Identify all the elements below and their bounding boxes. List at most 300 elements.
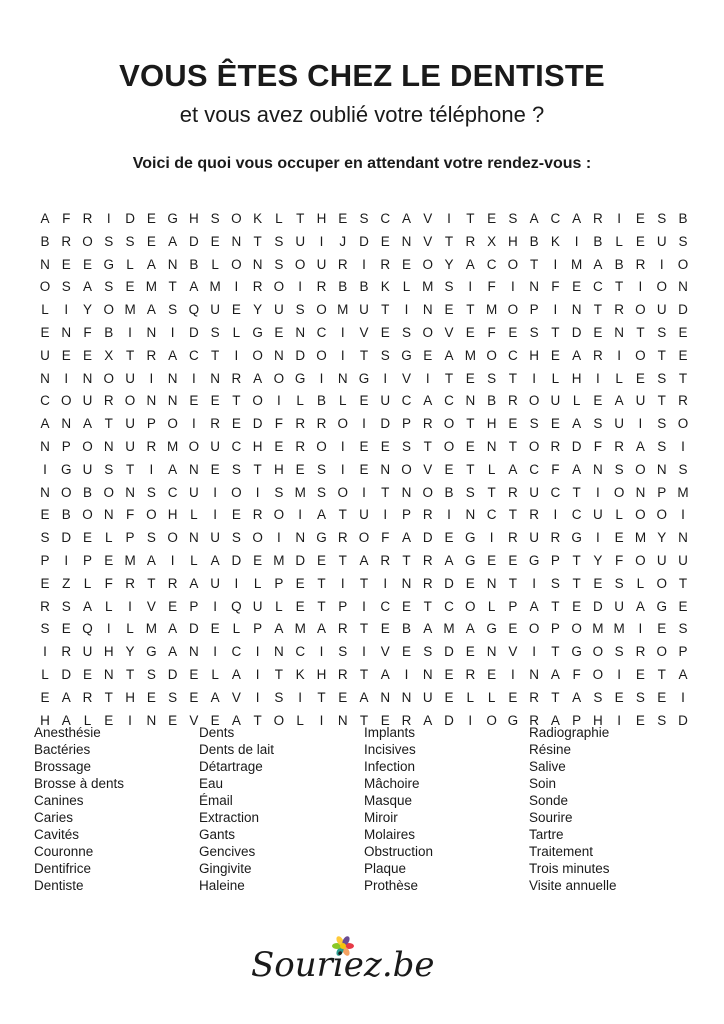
grid-letter: O bbox=[337, 484, 348, 500]
grid-letter: E bbox=[465, 438, 475, 454]
grid-letter: A bbox=[402, 530, 412, 546]
grid-letter: U bbox=[82, 393, 93, 409]
grid-letter: H bbox=[125, 689, 135, 705]
grid-letter: I bbox=[468, 712, 473, 728]
grid-letter: E bbox=[168, 598, 178, 614]
grid-letter: I bbox=[362, 644, 366, 660]
grid-letter: R bbox=[146, 438, 157, 454]
grid-letter: E bbox=[657, 621, 667, 637]
grid-letter: S bbox=[657, 324, 667, 340]
grid-letter: G bbox=[465, 530, 476, 546]
grid-letter: I bbox=[298, 689, 303, 705]
word-item: Détartrage bbox=[199, 759, 263, 774]
grid-letter: R bbox=[678, 393, 688, 409]
grid-letter: E bbox=[678, 598, 688, 614]
grid-letter: D bbox=[295, 552, 306, 568]
grid-letter: R bbox=[252, 279, 263, 295]
grid-letter: A bbox=[168, 461, 178, 477]
grid-letter: S bbox=[678, 233, 688, 249]
grid-letter: T bbox=[359, 712, 369, 728]
grid-letter: V bbox=[146, 598, 156, 614]
grid-letter: E bbox=[678, 347, 688, 363]
grid-letter: N bbox=[103, 507, 114, 523]
grid-letter: E bbox=[338, 689, 348, 705]
grid-letter: H bbox=[316, 211, 327, 226]
grid-letter: T bbox=[359, 666, 369, 682]
grid-letter: U bbox=[529, 530, 539, 546]
grid-letter: O bbox=[528, 438, 540, 454]
grid-letter: F bbox=[593, 438, 603, 454]
word-search-grid bbox=[39, 208, 689, 732]
grid-letter: M bbox=[443, 621, 455, 637]
grid-letter: T bbox=[508, 370, 517, 386]
grid-letter: U bbox=[656, 233, 667, 249]
grid-letter: O bbox=[401, 461, 412, 477]
grid-letter: N bbox=[593, 461, 603, 477]
word-item: Radiographie bbox=[529, 725, 610, 740]
grid-letter: A bbox=[61, 689, 71, 705]
grid-letter: U bbox=[252, 598, 263, 614]
grid-letter: E bbox=[210, 233, 220, 249]
grid-letter: I bbox=[213, 484, 217, 500]
grid-letter: K bbox=[253, 211, 263, 226]
grid-letter: T bbox=[593, 302, 603, 318]
grid-letter: K bbox=[550, 233, 560, 249]
grid-letter: G bbox=[61, 461, 72, 477]
grid-letter: S bbox=[61, 598, 71, 614]
grid-letter: R bbox=[295, 438, 306, 454]
grid-letter: N bbox=[678, 279, 688, 295]
grid-letter: E bbox=[380, 233, 390, 249]
grid-letter: O bbox=[316, 438, 327, 454]
grid-letter: N bbox=[465, 507, 476, 523]
grid-letter: U bbox=[656, 552, 667, 568]
grid-letter: T bbox=[551, 644, 560, 660]
grid-letter: L bbox=[232, 324, 241, 340]
grid-letter: O bbox=[528, 621, 540, 637]
word-column bbox=[34, 724, 199, 894]
grid-letter: S bbox=[295, 302, 305, 318]
grid-letter: I bbox=[574, 233, 579, 249]
grid-letter: R bbox=[465, 666, 476, 682]
grid-letter: I bbox=[319, 644, 324, 660]
grid-letter: M bbox=[209, 279, 221, 295]
grid-letter: U bbox=[316, 256, 327, 272]
word-item: Bactéries bbox=[34, 742, 91, 757]
grid-letter: O bbox=[635, 347, 646, 363]
grid-letter: C bbox=[507, 347, 518, 363]
grid-letter: I bbox=[404, 666, 409, 682]
grid-letter: N bbox=[401, 689, 412, 705]
grid-letter: H bbox=[316, 666, 327, 682]
grid-letter: S bbox=[657, 416, 667, 432]
grid-letter: E bbox=[83, 256, 93, 272]
grid-letter: H bbox=[529, 347, 539, 363]
grid-letter: E bbox=[83, 347, 93, 363]
grid-letter: L bbox=[190, 552, 198, 568]
grid-letter: E bbox=[146, 211, 156, 226]
grid-letter: E bbox=[572, 279, 582, 295]
grid-letter: B bbox=[359, 279, 369, 295]
grid-letter: M bbox=[166, 438, 179, 454]
grid-letter: S bbox=[316, 484, 326, 500]
grid-letter: S bbox=[678, 461, 688, 477]
grid-letter: D bbox=[188, 621, 199, 637]
grid-letter: A bbox=[40, 211, 50, 226]
grid-letter: L bbox=[105, 530, 113, 546]
grid-letter: T bbox=[423, 598, 432, 614]
grid-letter: E bbox=[614, 530, 624, 546]
grid-letter: E bbox=[40, 324, 50, 340]
grid-letter: I bbox=[681, 507, 685, 523]
grid-letter: N bbox=[571, 302, 582, 318]
grid-letter: S bbox=[316, 461, 326, 477]
grid-letter: T bbox=[381, 302, 390, 318]
grid-letter: N bbox=[146, 324, 157, 340]
grid-letter: I bbox=[319, 712, 324, 728]
grid-letter: D bbox=[678, 302, 688, 318]
grid-letter: P bbox=[529, 302, 539, 318]
grid-row bbox=[39, 504, 689, 527]
grid-letter: E bbox=[635, 712, 645, 728]
grid-letter: V bbox=[402, 370, 412, 386]
grid-letter: N bbox=[82, 370, 93, 386]
grid-letter: S bbox=[657, 211, 667, 226]
grid-letter: M bbox=[592, 621, 604, 637]
grid-letter: L bbox=[615, 507, 623, 523]
grid-letter: S bbox=[657, 712, 667, 728]
word-column bbox=[364, 724, 529, 894]
grid-letter: F bbox=[125, 507, 135, 523]
grid-letter: T bbox=[125, 461, 135, 477]
grid-letter: T bbox=[572, 552, 581, 568]
grid-letter: I bbox=[340, 324, 345, 340]
grid-letter: R bbox=[507, 484, 518, 500]
grid-letter: U bbox=[82, 644, 93, 660]
grid-letter: O bbox=[422, 324, 434, 340]
grid-letter: I bbox=[553, 507, 558, 523]
grid-letter: E bbox=[380, 621, 390, 637]
grid-letter: N bbox=[103, 438, 114, 454]
grid-letter: E bbox=[402, 644, 412, 660]
grid-letter: F bbox=[83, 324, 92, 340]
grid-letter: I bbox=[128, 712, 132, 728]
grid-letter: A bbox=[253, 370, 263, 386]
grid-letter: M bbox=[124, 552, 136, 568]
grid-letter: A bbox=[316, 507, 326, 523]
grid-letter: B bbox=[487, 393, 497, 409]
grid-letter: E bbox=[487, 211, 497, 226]
grid-letter: X bbox=[487, 233, 497, 249]
grid-letter: A bbox=[231, 712, 241, 728]
grid-letter: N bbox=[252, 256, 263, 272]
grid-letter: T bbox=[615, 279, 624, 295]
grid-letter: N bbox=[295, 530, 306, 546]
grid-letter: O bbox=[103, 302, 115, 318]
grid-letter: G bbox=[316, 530, 327, 546]
grid-letter: C bbox=[593, 279, 603, 295]
grid-letter: P bbox=[83, 552, 93, 568]
grid-letter: Y bbox=[657, 530, 667, 546]
grid-letter: B bbox=[189, 256, 199, 272]
grid-letter: D bbox=[231, 552, 242, 568]
grid-letter: N bbox=[337, 712, 348, 728]
grid-letter: R bbox=[465, 233, 476, 249]
grid-letter: S bbox=[359, 211, 369, 226]
grid-letter: C bbox=[231, 438, 242, 454]
grid-letter: I bbox=[362, 484, 366, 500]
grid-letter: T bbox=[657, 347, 666, 363]
grid-letter: A bbox=[83, 279, 93, 295]
grid-letter: T bbox=[444, 370, 454, 386]
grid-letter: G bbox=[571, 530, 582, 546]
word-item: Incisives bbox=[364, 742, 416, 757]
grid-letter: O bbox=[231, 256, 242, 272]
grid-letter: A bbox=[572, 689, 582, 705]
word-item: Trois minutes bbox=[529, 861, 610, 876]
word-item: Sonde bbox=[529, 793, 569, 808]
grid-letter: S bbox=[168, 302, 178, 318]
grid-letter: N bbox=[295, 324, 306, 340]
grid-letter: E bbox=[444, 689, 454, 705]
grid-letter: S bbox=[402, 438, 412, 454]
grid-letter: O bbox=[635, 461, 646, 477]
grid-letter: Y bbox=[125, 644, 135, 660]
grid-letter: D bbox=[295, 347, 306, 363]
word-item: Infection bbox=[364, 759, 416, 774]
grid-letter: B bbox=[316, 393, 326, 409]
grid-letter: T bbox=[359, 347, 369, 363]
grid-letter: P bbox=[338, 598, 348, 614]
grid-letter: Q bbox=[82, 621, 93, 637]
grid-letter: P bbox=[572, 712, 582, 728]
grid-letter: I bbox=[128, 598, 132, 614]
grid-letter: N bbox=[401, 575, 412, 591]
grid-letter: E bbox=[635, 233, 645, 249]
word-item: Plaque bbox=[364, 861, 407, 876]
grid-letter: O bbox=[82, 438, 93, 454]
grid-letter: R bbox=[380, 552, 391, 568]
grid-letter: O bbox=[656, 507, 667, 523]
grid-letter: S bbox=[168, 689, 178, 705]
grid-letter: C bbox=[486, 507, 497, 523]
grid-letter: I bbox=[553, 256, 558, 272]
grid-letter: V bbox=[423, 233, 433, 249]
word-item: Extraction bbox=[199, 810, 260, 825]
grid-letter: E bbox=[83, 530, 93, 546]
grid-letter: S bbox=[146, 484, 156, 500]
grid-letter: M bbox=[145, 621, 157, 637]
grid-letter: E bbox=[125, 279, 135, 295]
grid-letter: I bbox=[659, 256, 664, 272]
grid-letter: A bbox=[508, 461, 518, 477]
grid-letter: O bbox=[39, 279, 51, 295]
grid-letter: L bbox=[211, 666, 219, 682]
grid-letter: R bbox=[614, 302, 625, 318]
grid-letter: O bbox=[167, 530, 178, 546]
grid-letter: G bbox=[167, 211, 178, 226]
grid-letter: A bbox=[168, 621, 178, 637]
grid-letter: M bbox=[124, 302, 136, 318]
grid-letter: T bbox=[466, 302, 475, 318]
grid-letter: O bbox=[82, 507, 93, 523]
grid-letter: F bbox=[62, 211, 71, 226]
grid-letter: I bbox=[64, 302, 69, 318]
grid-letter: R bbox=[422, 507, 433, 523]
grid-letter: G bbox=[486, 621, 497, 637]
grid-letter: S bbox=[125, 233, 135, 249]
grid-letter: U bbox=[614, 598, 625, 614]
grid-letter: I bbox=[191, 416, 196, 432]
grid-letter: P bbox=[274, 575, 284, 591]
grid-letter: U bbox=[125, 416, 135, 432]
grid-letter: E bbox=[231, 302, 241, 318]
grid-letter: U bbox=[210, 530, 220, 546]
grid-letter: B bbox=[402, 621, 412, 637]
grid-letter: R bbox=[295, 416, 306, 432]
grid-letter: E bbox=[465, 324, 475, 340]
word-item: Cavités bbox=[34, 827, 80, 842]
grid-letter: I bbox=[532, 644, 536, 660]
grid-letter: U bbox=[529, 484, 539, 500]
grid-letter: U bbox=[295, 233, 306, 249]
grid-letter: T bbox=[147, 575, 156, 591]
grid-letter: I bbox=[510, 279, 515, 295]
grid-letter: E bbox=[189, 393, 199, 409]
grid-letter: H bbox=[40, 712, 50, 728]
grid-letter: S bbox=[402, 324, 412, 340]
grid-letter: E bbox=[487, 666, 497, 682]
grid-letter: A bbox=[231, 666, 241, 682]
grid-letter: L bbox=[402, 279, 411, 295]
grid-letter: E bbox=[402, 256, 412, 272]
grid-row bbox=[39, 254, 689, 277]
grid-letter: U bbox=[359, 507, 369, 523]
grid-letter: O bbox=[231, 211, 242, 226]
grid-letter: N bbox=[380, 689, 391, 705]
grid-letter: D bbox=[444, 644, 454, 660]
grid-letter: E bbox=[465, 370, 475, 386]
grid-letter: S bbox=[678, 621, 688, 637]
grid-letter: L bbox=[105, 598, 113, 614]
grid-letter: E bbox=[572, 598, 582, 614]
grid-letter: A bbox=[550, 712, 560, 728]
grid-letter: D bbox=[444, 712, 454, 728]
grid-letter: T bbox=[551, 324, 560, 340]
grid-letter: T bbox=[508, 507, 517, 523]
grid-letter: E bbox=[40, 689, 50, 705]
grid-letter: I bbox=[489, 530, 494, 546]
grid-letter: N bbox=[422, 302, 433, 318]
grid-row bbox=[39, 345, 689, 368]
grid-letter: I bbox=[638, 279, 643, 295]
grid-letter: R bbox=[507, 530, 518, 546]
grid-letter: B bbox=[614, 256, 624, 272]
grid-letter: I bbox=[681, 689, 685, 705]
grid-letter: S bbox=[61, 279, 71, 295]
grid-letter: O bbox=[252, 530, 263, 546]
page-subtitle: et vous avez oublié votre téléphone ? bbox=[179, 102, 545, 127]
grid-letter: E bbox=[295, 461, 305, 477]
grid-letter: T bbox=[253, 712, 262, 728]
grid-letter: O bbox=[656, 279, 667, 295]
grid-row bbox=[39, 231, 689, 254]
grid-letter: O bbox=[507, 302, 519, 318]
grid-letter: E bbox=[380, 712, 390, 728]
grid-letter: V bbox=[189, 712, 199, 728]
grid-letter: A bbox=[572, 347, 582, 363]
grid-letter: A bbox=[465, 256, 475, 272]
word-item: Brosse à dents bbox=[34, 776, 125, 791]
grid-letter: O bbox=[231, 484, 242, 500]
grid-letter: N bbox=[422, 666, 433, 682]
grid-letter: F bbox=[487, 324, 496, 340]
grid-letter: I bbox=[106, 211, 111, 226]
grid-letter: E bbox=[593, 324, 603, 340]
grid-letter: V bbox=[423, 461, 433, 477]
grid-letter: E bbox=[104, 552, 114, 568]
grid-letter: L bbox=[466, 689, 475, 705]
grid-letter: T bbox=[211, 347, 220, 363]
grid-letter: N bbox=[188, 644, 199, 660]
page-title: VOUS ÊTES CHEZ LE DENTISTE bbox=[119, 58, 605, 93]
grid-letter: I bbox=[617, 712, 622, 728]
grid-letter: A bbox=[316, 621, 326, 637]
grid-letter: M bbox=[571, 256, 583, 272]
grid-row bbox=[39, 208, 689, 231]
grid-letter: T bbox=[125, 666, 135, 682]
grid-letter: O bbox=[592, 666, 604, 682]
word-item: Miroir bbox=[364, 810, 398, 825]
grid-letter: L bbox=[636, 575, 645, 591]
grid-letter: I bbox=[213, 507, 217, 523]
grid-letter: N bbox=[210, 370, 220, 386]
grid-letter: F bbox=[487, 279, 496, 295]
grid-letter: N bbox=[231, 233, 242, 249]
grid-letter: L bbox=[41, 302, 49, 318]
grid-letter: N bbox=[188, 461, 199, 477]
grid-letter: H bbox=[507, 233, 518, 249]
grid-letter: I bbox=[340, 461, 345, 477]
grid-letter: R bbox=[593, 347, 603, 363]
grid-letter: D bbox=[188, 324, 199, 340]
logo-text: Souriez.be bbox=[251, 945, 435, 985]
grid-letter: P bbox=[40, 552, 50, 568]
grid-letter: R bbox=[635, 644, 646, 660]
grid-letter: O bbox=[273, 712, 285, 728]
grid-letter: L bbox=[83, 575, 92, 591]
grid-letter: B bbox=[338, 279, 348, 295]
grid-letter: E bbox=[508, 416, 518, 432]
grid-letter: B bbox=[83, 484, 93, 500]
grid-letter: I bbox=[213, 644, 217, 660]
grid-letter: R bbox=[422, 552, 433, 568]
word-column bbox=[199, 724, 364, 894]
grid-letter: P bbox=[678, 644, 688, 660]
grid-letter: I bbox=[340, 347, 345, 363]
word-item: Implants bbox=[364, 725, 416, 740]
word-item: Brossage bbox=[34, 759, 92, 774]
grid-letter: L bbox=[615, 370, 623, 386]
grid-letter: R bbox=[422, 416, 433, 432]
grid-letter: D bbox=[444, 575, 454, 591]
grid-letter: E bbox=[274, 324, 284, 340]
grid-letter: A bbox=[550, 666, 560, 682]
grid-letter: O bbox=[294, 256, 306, 272]
grid-letter: S bbox=[487, 370, 497, 386]
grid-letter: E bbox=[146, 233, 156, 249]
grid-letter: M bbox=[677, 484, 689, 500]
